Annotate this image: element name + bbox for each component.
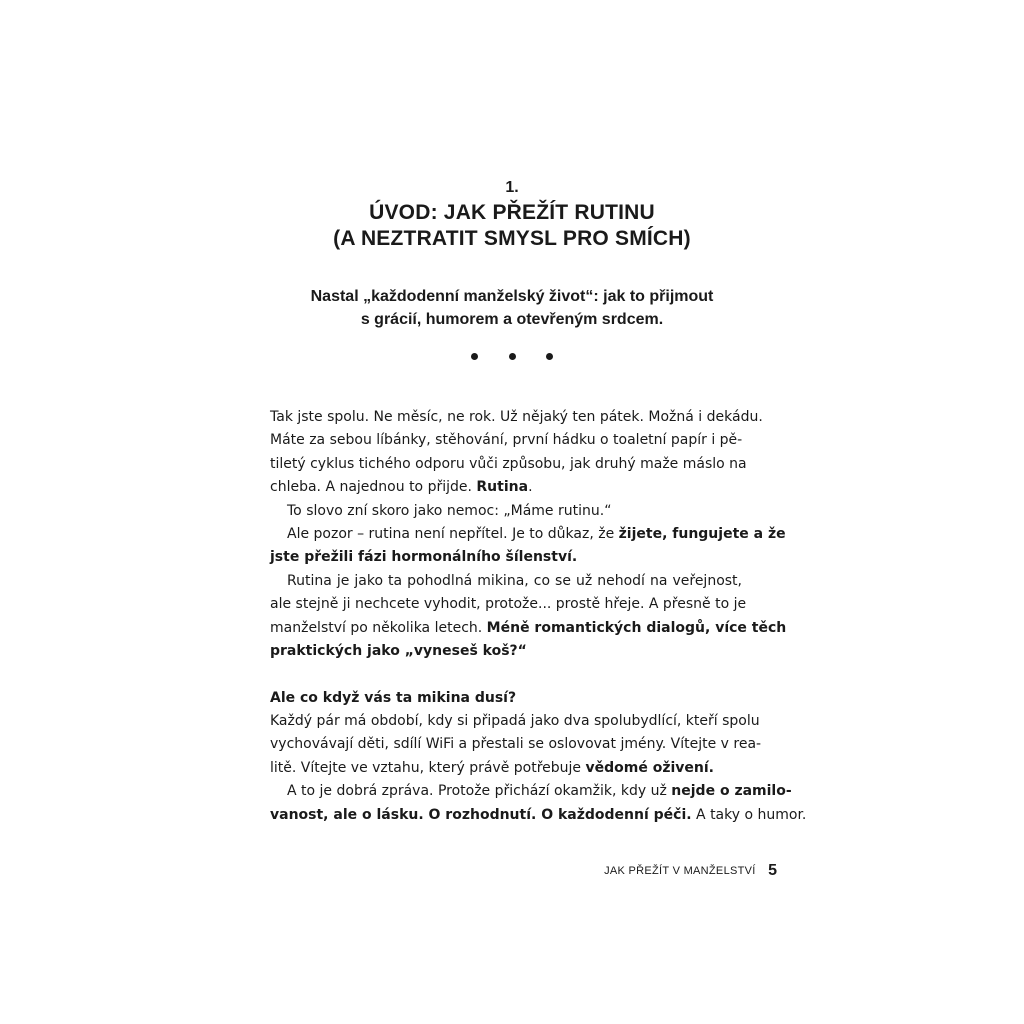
subtitle-line-1: Nastal „každodenní manželský život“: jak to přijmout: [310, 288, 714, 305]
emphasis: nejde o zamilo-: [671, 783, 792, 800]
chapter-heading: [0, 176, 1024, 252]
text-line: ale stejně ji nechcete vyhodit, protože... prostě hřeje. A přesně to je: [270, 596, 747, 613]
text-line: Každý pár má období, kdy si připadá jako dva spolubydlící, kteří spolu: [270, 713, 760, 730]
ornament-dot: [509, 353, 516, 360]
text-line: vanost, ale o lásku. O rozhodnutí. O každodenní péči. A taky o humor.: [270, 806, 807, 823]
subtitle-line-2: s grácií, humorem a otevřeným srdcem.: [360, 311, 664, 328]
text-line: Máte za sebou líbánky, stěhování, první hádku o toaletní papír i pě-: [270, 432, 743, 449]
text-line: To slovo zní skoro jako nemoc: „Máme rutinu.“: [287, 502, 612, 519]
ornament-dot: [471, 353, 478, 360]
text-line: [270, 546, 742, 569]
paragraph-gap: [270, 663, 742, 686]
section-heading: Ale co když vás ta mikina dusí?: [270, 689, 517, 706]
chapter-number: 1.: [505, 179, 519, 196]
chapter-title-line-2: (A NEZTRATIT SMYSL PRO SMÍCH): [333, 227, 691, 250]
chapter-title-line-1: ÚVOD: JAK PŘEŽÍT RUTINU: [369, 201, 655, 224]
emphasis: Méně romantických dialogů, více těch: [486, 619, 787, 636]
body-text: [270, 406, 807, 827]
text-line: Rutina je jako ta pohodlná mikina, co se už nehodí na veřejnost,: [287, 572, 742, 589]
page-footer: [604, 862, 777, 880]
text-line: vychovávají děti, sdílí WiFi a přestali se oslovovat jmény. Vítejte v rea-: [270, 736, 762, 753]
chapter-subtitle: [0, 285, 1024, 331]
emphasis: vanost, ale o lásku. O rozhodnutí. O každodenní péči.: [270, 806, 692, 823]
emphasis: žijete, fungujete a že: [618, 525, 786, 542]
emphasis: praktických jako „vyneseš koš?“: [270, 642, 527, 659]
text-line: A to je dobrá zpráva. Protože přichází okamžik, kdy už nejde o zamilo-: [287, 783, 792, 800]
text-line: manželství po několika letech. Méně romantických dialogů, více těch: [270, 619, 787, 636]
ornament-dot: [546, 353, 553, 360]
emphasis: vědomé oživení.: [585, 759, 714, 776]
text-line: Tak jste spolu. Ne měsíc, ne rok. Už nějaký ten pátek. Možná i dekádu.: [270, 409, 763, 425]
text-line: Ale pozor – rutina není nepřítel. Je to důkaz, že žijete, fungujete a že: [287, 525, 786, 542]
page-number: 5: [768, 862, 777, 879]
text-line: chleba. A najednou to přijde. Rutina.: [270, 479, 533, 496]
section-ornament: [0, 347, 1024, 367]
emphasis: Rutina: [476, 479, 529, 496]
text-line: litě. Vítejte ve vztahu, který právě potřebuje vědomé oživení.: [270, 759, 714, 776]
text-line: [270, 640, 742, 663]
running-head: JAK PŘEŽÍT V MANŽELSTVÍ: [604, 865, 756, 877]
text-line: tiletý cyklus tichého odporu vůči způsobu, jak druhý maže máslo na: [270, 455, 747, 472]
emphasis: jste přežili fázi hormonálního šílenství.: [270, 549, 578, 566]
